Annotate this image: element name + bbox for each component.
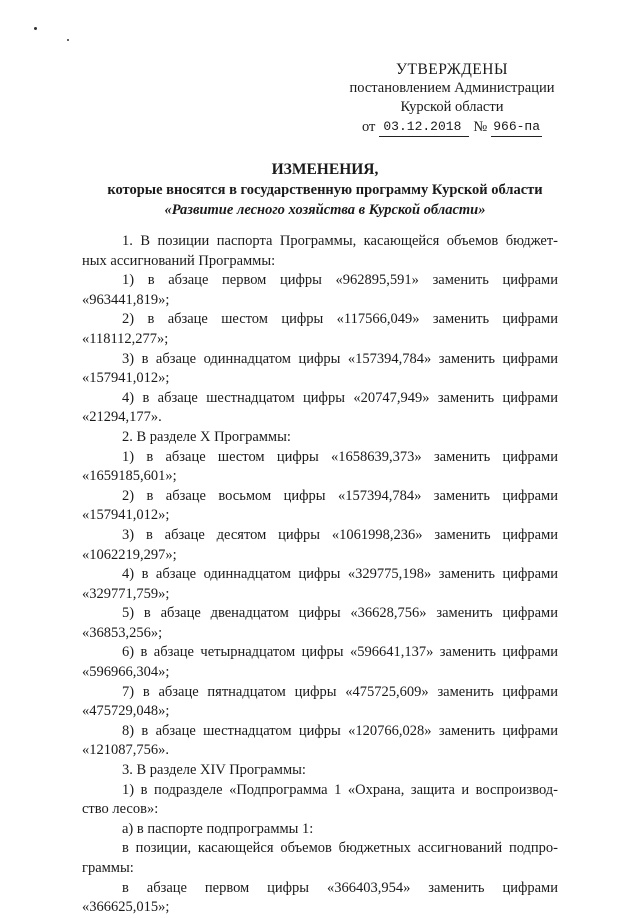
paragraph (82, 565, 558, 604)
approval-date: 03.12.2018 (379, 117, 469, 137)
title-line-2: которые вносятся в государственную программу Курской области (107, 182, 543, 198)
paragraph (82, 839, 558, 878)
paragraph (82, 310, 558, 349)
paragraph (82, 879, 558, 918)
paragraph-first-line: 1) в абзаце первом цифры «962895,591» заменить цифрами (122, 272, 558, 289)
paragraph (82, 389, 558, 428)
paragraph-first-line: 4) в абзаце одиннадцатом цифры «329775,198» заменить цифрами (122, 566, 558, 583)
paragraph (82, 232, 558, 271)
paragraph-continuation: «21294,177». (82, 409, 162, 426)
title-line-1: ИЗМЕНЕНИЯ, (271, 161, 379, 178)
paragraph (82, 428, 558, 448)
scan-speck (67, 39, 69, 41)
paragraph-first-line: а) в паспорте подпрограммы 1: (122, 820, 314, 837)
date-prefix: от (361, 119, 376, 135)
paragraph-first-line: 2) в абзаце шестом цифры «117566,049» заменить цифрами (122, 311, 558, 328)
paragraph-continuation: «475729,048»; (82, 703, 170, 720)
paragraph-continuation: «118112,277»; (82, 330, 169, 347)
approval-block (332, 60, 572, 137)
number-prefix: № (473, 119, 488, 135)
paragraph (82, 781, 558, 820)
paragraph-continuation: «157941,012»; (82, 370, 170, 387)
paragraph-first-line: 8) в абзаце шестнадцатом цифры «120766,028» заменить цифрами (122, 722, 558, 739)
document-title (80, 160, 570, 220)
paragraph (82, 604, 558, 643)
paragraph-continuation: «329771,759»; (82, 585, 170, 602)
paragraph-first-line: 2. В разделе X Программы: (122, 428, 291, 445)
paragraph-first-line: 4) в абзаце шестнадцатом цифры «20747,949» заменить цифрами (122, 389, 558, 406)
paragraph-first-line: 2) в абзаце восьмом цифры «157394,784» заменить цифрами (122, 487, 558, 504)
paragraph-continuation: «596966,304»; (82, 664, 170, 681)
paragraph-first-line: 3) в абзаце одиннадцатом цифры «157394,784» заменить цифрами (122, 350, 558, 367)
paragraph (82, 487, 558, 526)
paragraph-first-line: 7) в абзаце пятнадцатом цифры «475725,609» заменить цифрами (122, 683, 558, 700)
paragraph-continuation: «121087,756». (82, 742, 169, 759)
paragraph (82, 820, 558, 840)
approval-region: Курской области (400, 99, 504, 115)
paragraph-continuation: «36853,256»; (82, 624, 163, 641)
paragraph (82, 683, 558, 722)
paragraph (82, 761, 558, 781)
approval-authority: постановлением Администрации (349, 80, 555, 96)
scan-speck (34, 27, 37, 30)
paragraph-first-line: 6) в абзаце четырнадцатом цифры «596641,137» заменить цифрами (122, 644, 558, 661)
paragraph-continuation: ных ассигнований Программы: (82, 252, 276, 269)
paragraph-first-line: 1. В позиции паспорта Программы, касающейся объемов бюджет- (122, 233, 558, 249)
paragraph-continuation: ство лесов»: (82, 801, 159, 818)
paragraph-continuation: «963441,819»; (82, 291, 170, 308)
paragraph (82, 271, 558, 310)
approval-dateline (332, 117, 572, 137)
paragraph-continuation: «1062219,297»; (82, 546, 177, 563)
paragraph-first-line: в абзаце первом цифры «366403,954» заменить цифрами (122, 879, 558, 896)
paragraph-continuation: граммы: (82, 860, 134, 876)
approval-number: 966-па (491, 117, 542, 137)
paragraph (82, 350, 558, 389)
paragraph (82, 722, 558, 761)
title-line-3: «Развитие лесного хозяйства в Курской области» (164, 202, 486, 218)
paragraph-first-line: 5) в абзаце двенадцатом цифры «36628,756» заменить цифрами (122, 605, 558, 622)
paragraph-continuation: «157941,012»; (82, 507, 170, 524)
paragraph (82, 526, 558, 565)
paragraph-first-line: в позиции, касающейся объемов бюджетных ассигнований подпро- (122, 840, 558, 857)
paragraph-continuation: «366625,015»; (82, 899, 170, 916)
paragraph-first-line: 1) в абзаце шестом цифры «1658639,373» заменить цифрами (122, 448, 558, 465)
paragraph (82, 643, 558, 682)
paragraph (82, 448, 558, 487)
paragraph-first-line: 3) в абзаце десятом цифры «1061998,236» заменить цифрами (122, 526, 558, 543)
paragraph-first-line: 1) в подразделе «Подпрограмма 1 «Охрана, защита и воспроизвод- (122, 781, 558, 798)
paragraph-first-line: 3. В разделе XIV Программы: (122, 762, 306, 779)
document-body (82, 232, 558, 918)
paragraph-continuation: «1659185,601»; (82, 468, 177, 485)
approval-heading: УТВЕРЖДЕНЫ (396, 61, 508, 78)
